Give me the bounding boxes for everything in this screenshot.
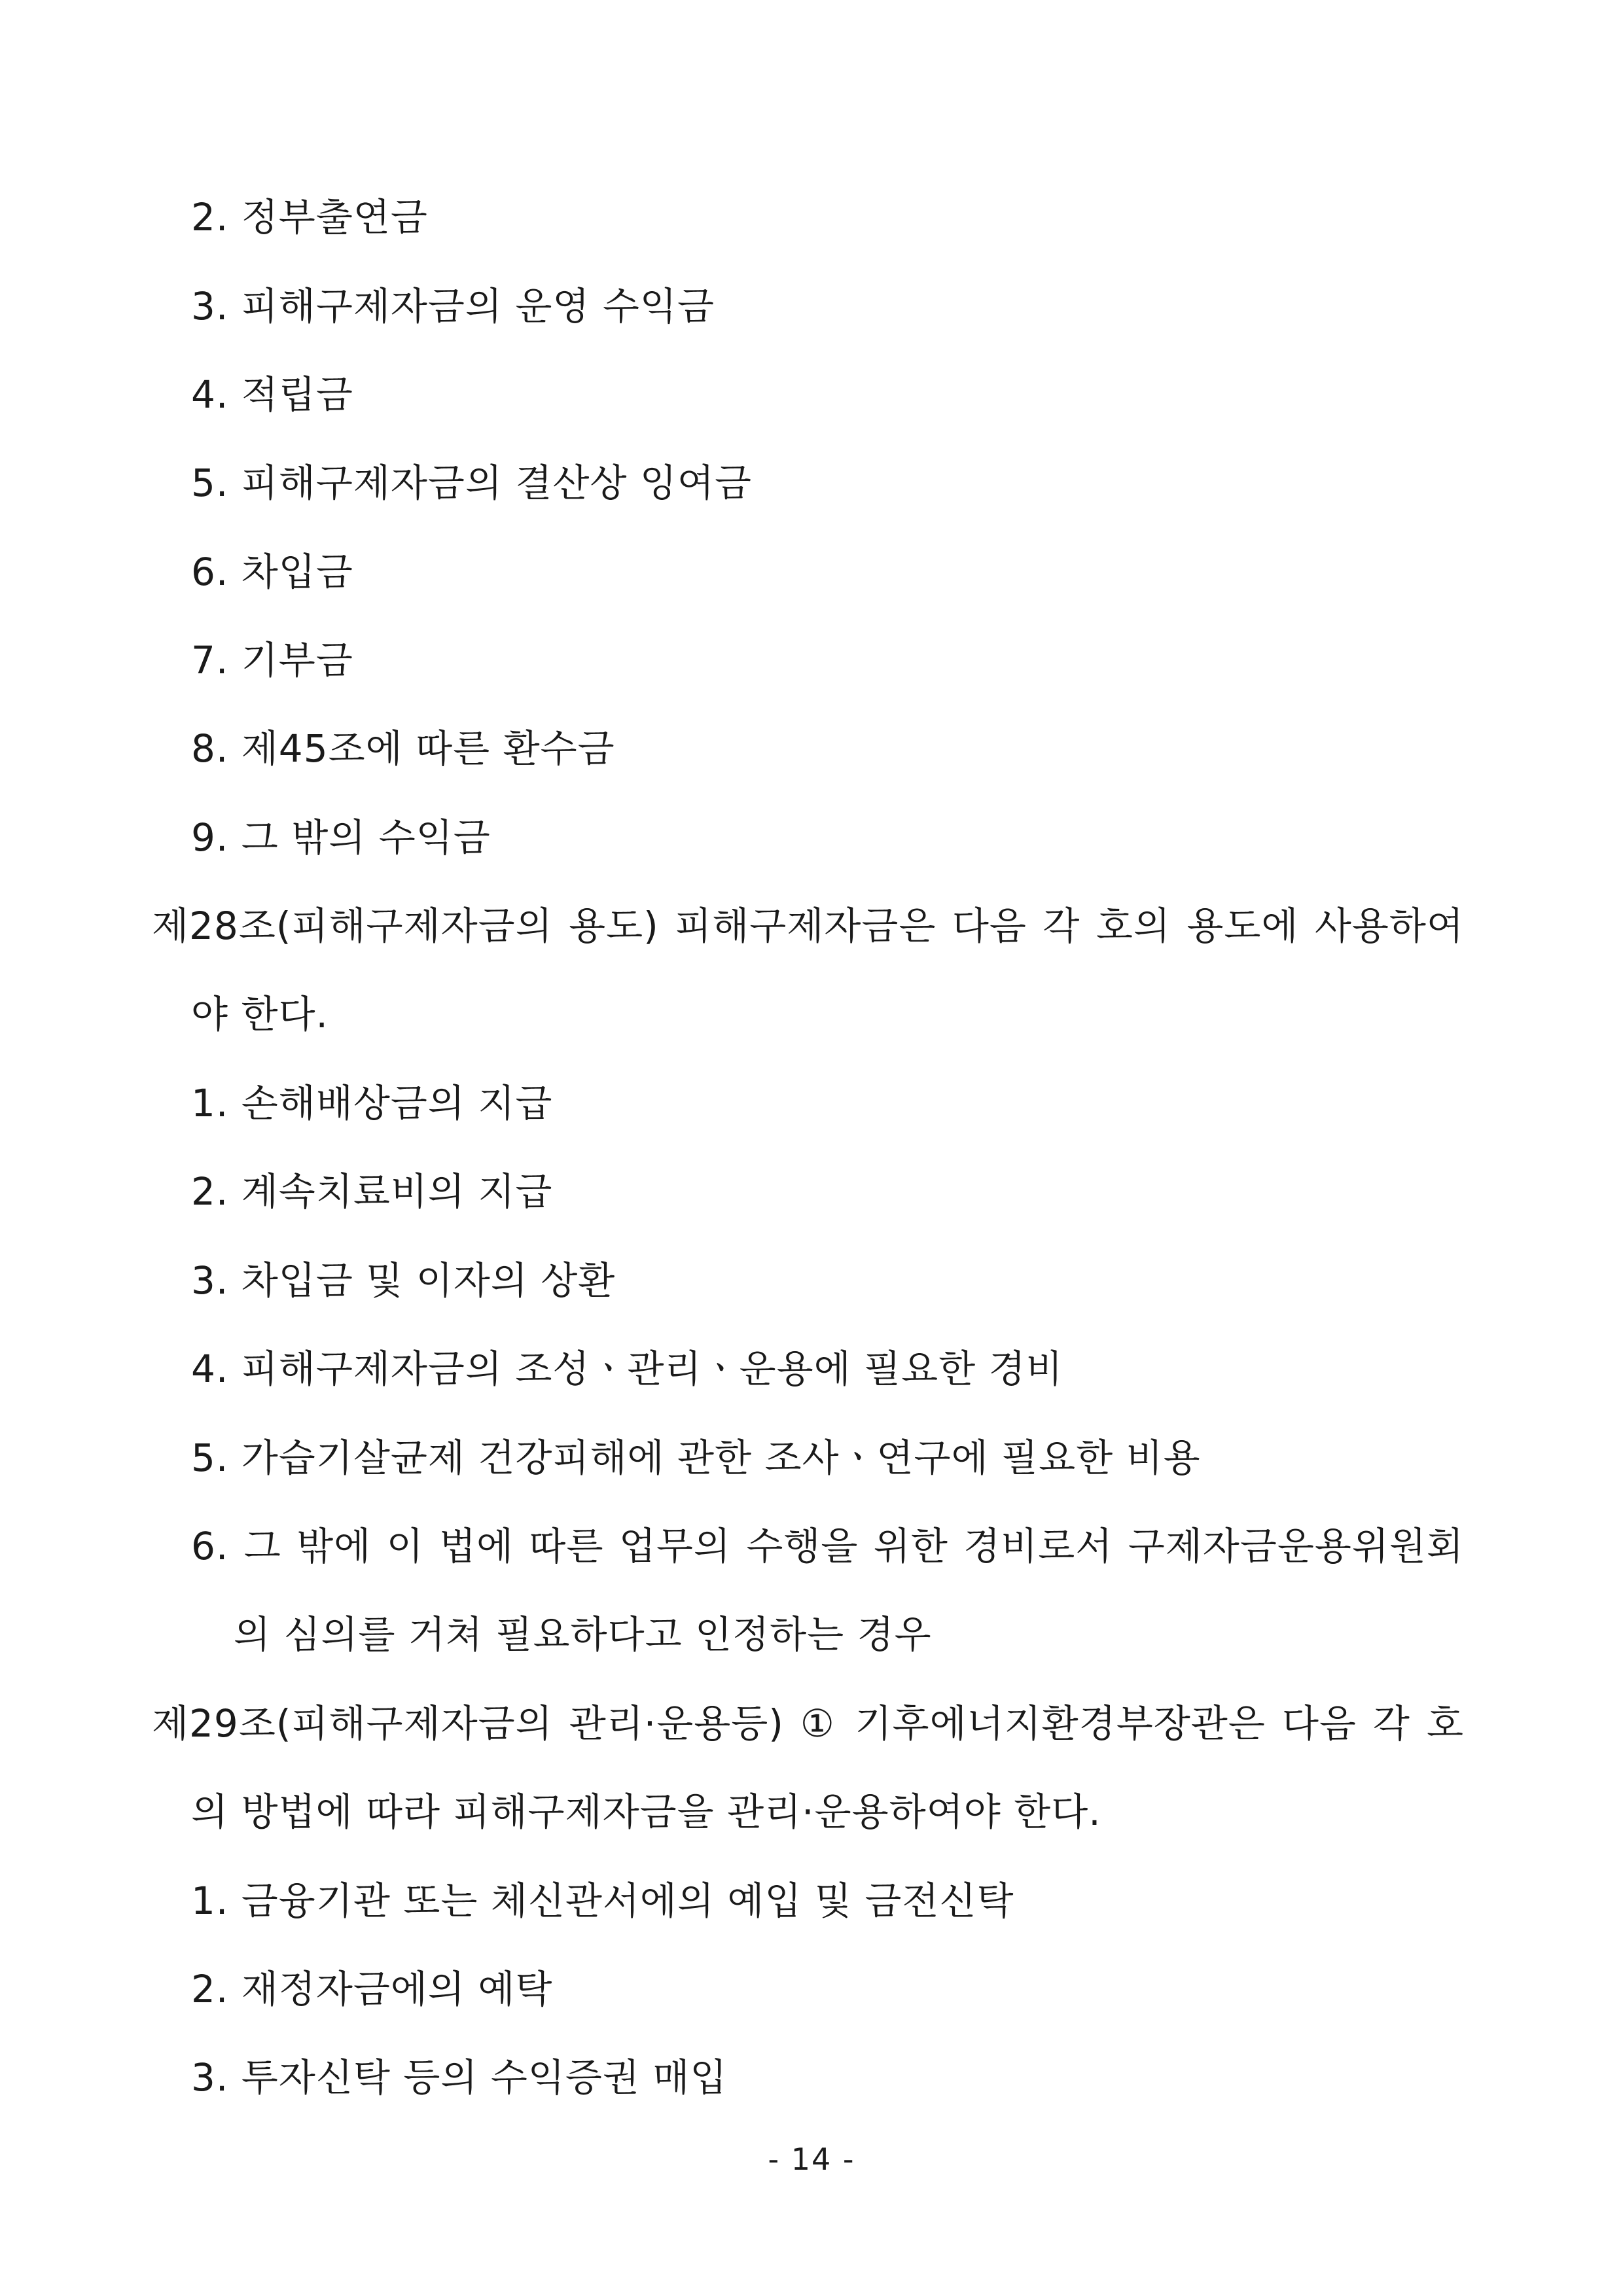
list-item: 2. 재정자금에의 예탁 bbox=[191, 1967, 553, 2011]
list-item: 4. 피해구제자금의 조성ㆍ관리ㆍ운용에 필요한 경비 bbox=[191, 1347, 1063, 1391]
article-29-heading-continued: 의 방법에 따라 피해구제자금을 관리·운용하여야 한다. bbox=[191, 1790, 1101, 1834]
list-item: 6. 그 밖에 이 법에 따른 업무의 수행을 위한 경비로서 구제자금운용위원회 bbox=[191, 1524, 1464, 1568]
article-29-heading: 제29조(피해구제자금의 관리·운용등) ① 기후에너지환경부장관은 다음 각 호 bbox=[152, 1701, 1464, 1746]
list-item: 3. 피해구제자금의 운영 수익금 bbox=[191, 284, 715, 328]
list-item: 9. 그 밖의 수익금 bbox=[191, 815, 491, 860]
list-item-continued: 의 심의를 거쳐 필요하다고 인정하는 경우 bbox=[234, 1612, 932, 1657]
list-item: 2. 계속치료비의 지급 bbox=[191, 1169, 553, 1214]
list-item: 7. 기부금 bbox=[191, 638, 353, 682]
list-item: 1. 손해배상금의 지급 bbox=[191, 1081, 553, 1125]
list-item: 3. 투자신탁 등의 수익증권 매입 bbox=[191, 2055, 728, 2100]
article-28-heading: 제28조(피해구제자금의 용도) 피해구제자금은 다음 각 호의 용도에 사용하여 bbox=[152, 904, 1464, 948]
list-item: 1. 금융기관 또는 체신관서에의 예입 및 금전신탁 bbox=[191, 1879, 1014, 1923]
list-item: 3. 차입금 및 이자의 상환 bbox=[191, 1258, 616, 1303]
list-item: 8. 제45조에 따른 환수금 bbox=[191, 726, 615, 771]
article-28-heading-continued: 야 한다. bbox=[191, 992, 329, 1036]
page-number: - 14 - bbox=[768, 2142, 855, 2177]
list-item: 5. 피해구제자금의 결산상 잉여금 bbox=[191, 461, 753, 505]
list-item: 5. 가습기살균제 건강피해에 관한 조사ㆍ연구에 필요한 비용 bbox=[191, 1436, 1201, 1480]
list-item: 2. 정부출연금 bbox=[191, 195, 428, 239]
list-item: 4. 적립금 bbox=[191, 372, 353, 417]
list-item: 6. 차입금 bbox=[191, 550, 353, 594]
